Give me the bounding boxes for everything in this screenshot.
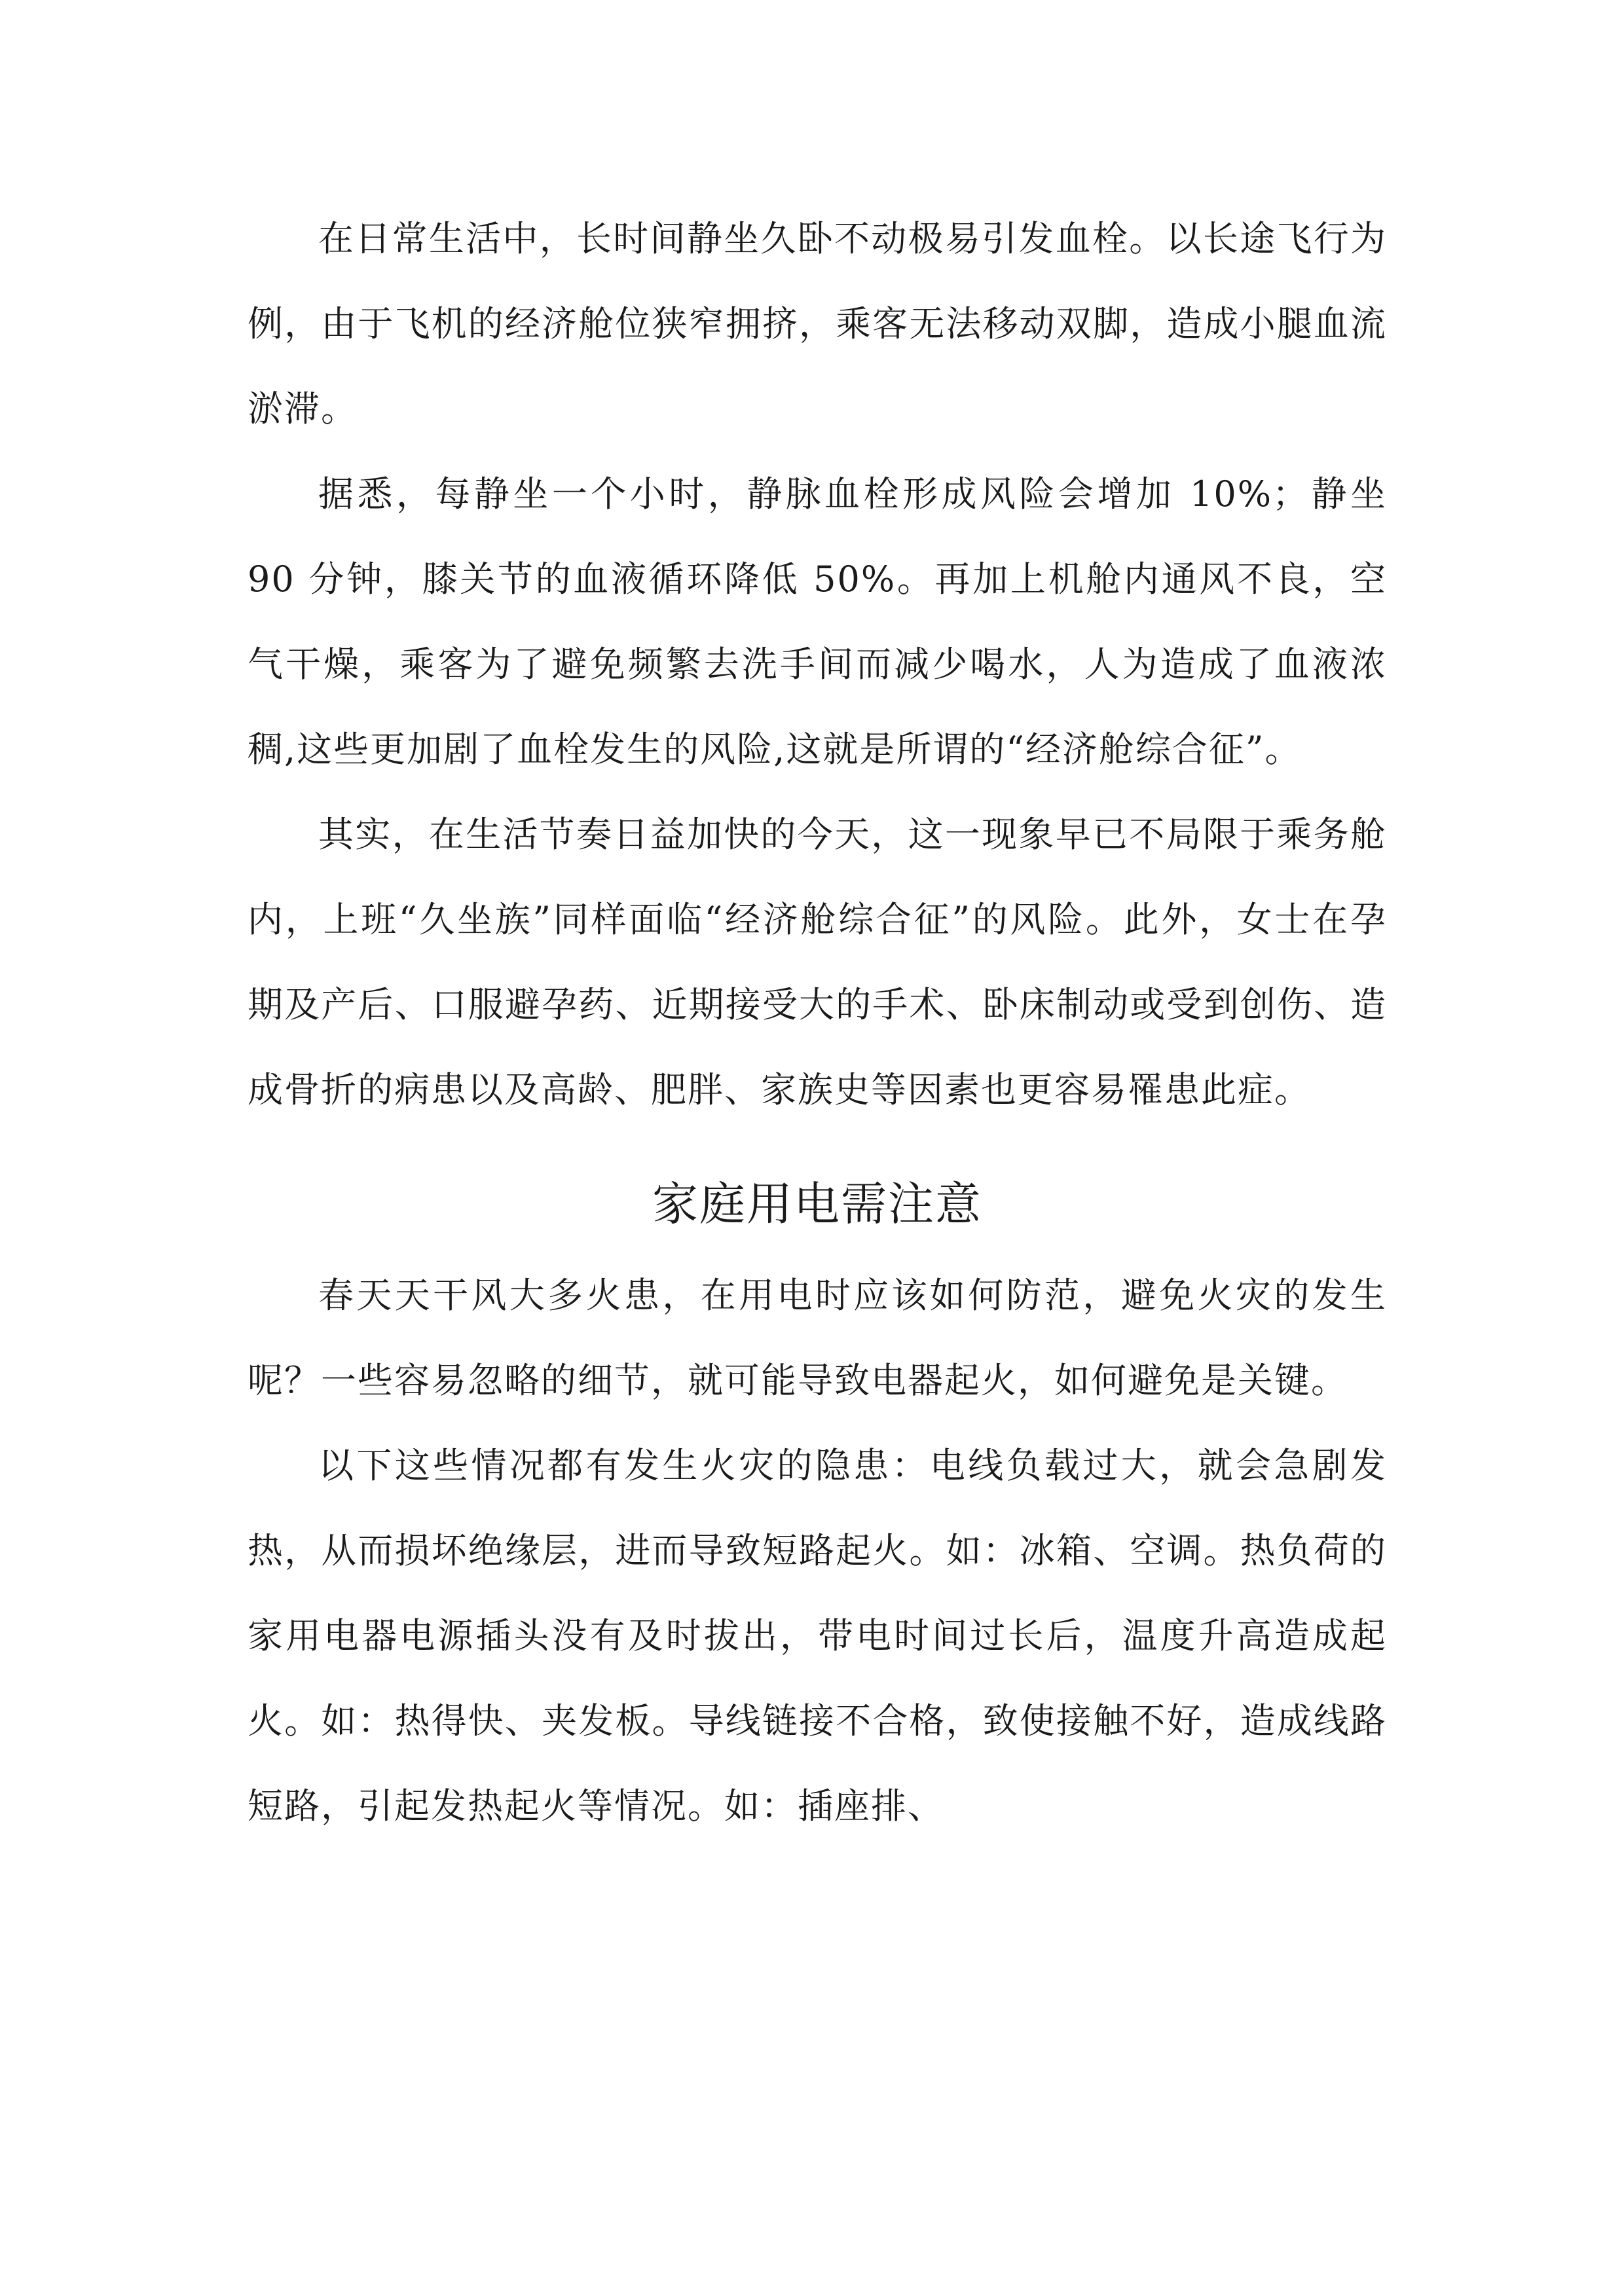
paragraph-electricity-hazards: 以下这些情况都有发生火灾的隐患：电线负载过大，就会急剧发热，从而损坏绝缘层，进而导致短路起火。如：冰箱、空调。热负荷的家用电器电源插头没有及时拔出，带电时间过长后，温度升高造成起火。如：热得快、夹发板。导线链接不合格，致使接触不好，造成线路短路，引起发热起火等情况。如：插座排、 <box>248 1445 1387 1827</box>
paragraph-electricity-intro: 春天天干风大多火患，在用电时应该如何防范，避免火灾的发生呢？一些容易忽略的细节，就可能导致电器起火，如何避免是关键。 <box>248 1275 1387 1401</box>
paragraph-blood-clot-intro: 在日常生活中，长时间静坐久卧不动极易引发血栓。以长途飞行为例，由于飞机的经济舱位狭窄拥挤，乘客无法移动双脚，造成小腿血流淤滞。 <box>248 218 1387 429</box>
paragraph-blood-clot-risk: 据悉，每静坐一个小时，静脉血栓形成风险会增加 10%；静坐 90 分钟，膝关节的血液循环降低 50%。再加上机舱内通风不良，空气干燥，乘客为了避免频繁去洗手间而减少喝水，人为造成了血液浓稠,这些更加剧了血栓发生的风险,这就是所谓的“经济舱综合征”。 <box>248 473 1387 770</box>
paragraph-blood-clot-groups: 其实，在生活节奏日益加快的今天，这一现象早已不局限于乘务舱内，上班“久坐族”同样面临“经济舱综合征”的风险。此外，女士在孕期及产后、口服避孕药、近期接受大的手术、卧床制动或受到创伤、造成骨折的病患以及高龄、肥胖、家族史等因素也更容易罹患此症。 <box>248 814 1387 1110</box>
document-page <box>248 196 1387 1849</box>
section-title-electricity: 家庭用电需注意 <box>652 1177 982 1231</box>
